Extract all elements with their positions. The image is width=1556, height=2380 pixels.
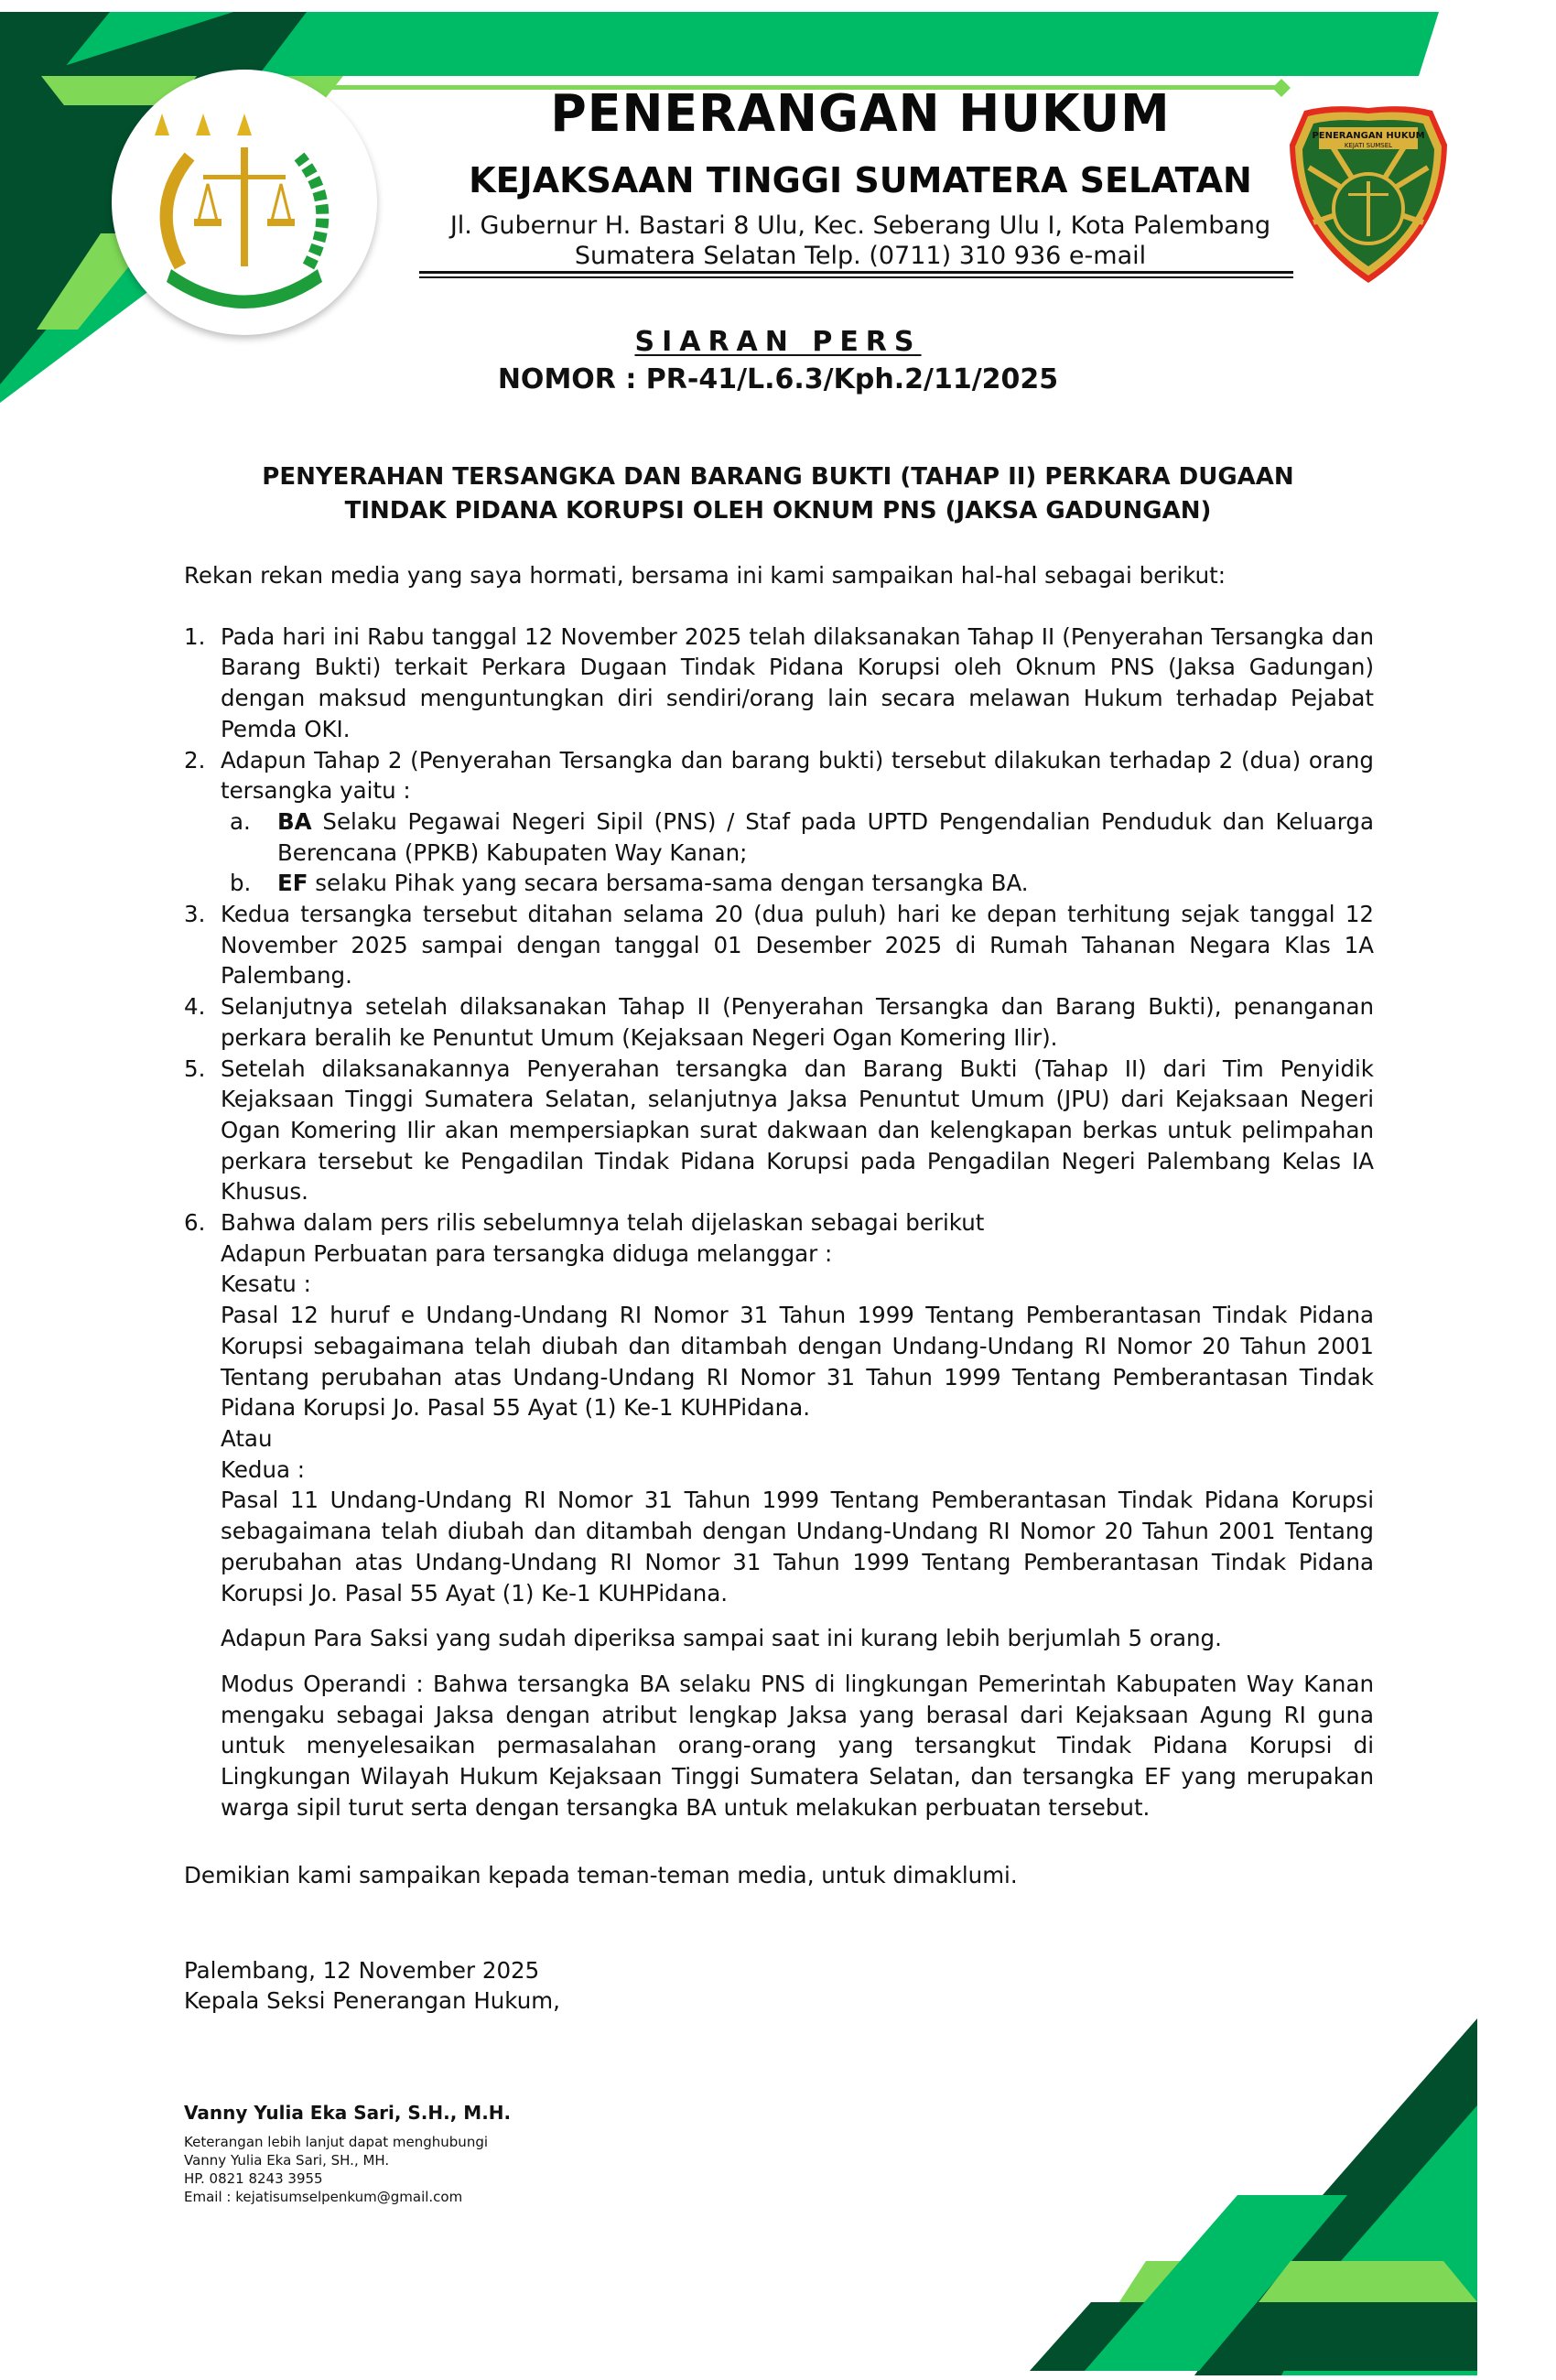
header-rule	[419, 271, 1293, 274]
perbuatan-text: Adapun Perbuatan para tersangka diduga melanggar :	[221, 1239, 833, 1267]
modus-operandi-text: Modus Operandi : Bahwa tersangka BA selaku PNS di lingkungan Pemerintah Kabupaten Way Kanan mengaku sebagai Jaksa dengan atribut lengkap Jaksa yang berasal dari Kejaksaan Agung RI guna untuk menyelesaikan permasalahan orang-orang yang tersangkut Tindak Pidana Korupsi di Lingkungan Wilayah Hukum Kejaksaan Tinggi Sumatera Selatan, dan tersangka EF yang merupakan warga sipil turut serta dengan tersangka BA untuk melakukan perbuatan tersebut.	[221, 1670, 1374, 1821]
footer-decoration	[1007, 1968, 1556, 2380]
suspect-item: a. BA Selaku Pegawai Negeri Sipil (PNS) / Staf pada UPTD Pengendalian Penduduk dan Keluarga Berencana (PPKB) Kabupaten Way Kanan;	[230, 807, 1374, 866]
address-line-2: Sumatera Selatan Telp. (0711) 310 936 e-mail	[574, 242, 1147, 270]
address-line-1: Jl. Gubernur H. Bastari 8 Ulu, Kec. Seberang Ulu I, Kota Palembang	[449, 211, 1271, 240]
list-item: 2. Adapun Tahap 2 (Penyerahan Tersangka dan barang bukti) tersebut dilakukan terhadap 2 (dua) orang tersangka yaitu : a. BA Selaku Pegawai Negeri Sipil (PNS) / Staf pada UPTD Pengendalian Penduduk dan Keluarga Berencana (PPKB) Kabupaten Way Kanan; b. EF selaku Pihak yang secara bersama-sama dengan tersangka BA.	[184, 745, 1374, 900]
contact-info: Keterangan lebih lanjut dapat menghubungi Vanny Yulia Eka Sari, SH., MH. HP. 0821 8243 3955 Email : kejatisumselpenkum@gmail.com	[184, 2134, 489, 2205]
signer-position: Kepala Seksi Penerangan Hukum,	[184, 1987, 560, 2014]
email-address: Email : kejatisumselpenkum@gmail.com	[184, 2189, 463, 2205]
list-item: 3. Kedua tersangka tersebut ditahan selama 20 (dua puluh) hari ke depan terhitung sejak tanggal 12 November 2025 sampai dengan tanggal 01 Desember 2025 di Rumah Tahanan Negara Klas 1A Palembang.	[184, 901, 1374, 990]
siaran-pers-heading: SIARAN PERS	[634, 326, 922, 358]
suspect-item: b. EF selaku Pihak yang secara bersama-sama dengan tersangka BA.	[230, 870, 1029, 897]
left-logo	[112, 70, 377, 335]
place-date: Palembang, 12 November 2025	[184, 1957, 540, 1984]
intro-paragraph: Rekan rekan media yang saya hormati, bersama ini kami sampaikan hal-hal sebagai berikut:	[184, 562, 1226, 589]
document-number: NOMOR : PR-41/L.6.3/Kph.2/11/2025	[497, 363, 1059, 395]
list-item: 6. Bahwa dalam pers rilis sebelumnya telah dijelaskan sebagai berikut Adapun Perbuatan para tersangka diduga melanggar : Kesatu : Pasal 12 huruf e Undang-Undang RI Nomor 31 Tahun 1999 Tentang Pemberantasan Tindak Pidana Korupsi sebagaimana telah diubah dan ditambah dengan Undang-Undang RI Nomor 20 Tahun 2001 Tentang perubahan atas Undang-Undang RI Nomor 31 Tahun 1999 Tentang Pemberantasan Tindak Pidana Korupsi Jo. Pasal 55 Ayat (1) Ke-1 KUHPidana. Atau Kedua : Pasal 11 Undang-Undang RI Nomor 31 Tahun 1999 Tentang Pemberantasan Tindak Pidana Korupsi sebagaimana telah diubah dan ditambah dengan Undang-Undang RI Nomor 20 Tahun 2001 Tentang perubahan atas Undang-Undang RI Nomor 31 Tahun 1999 Tentang Pemberantasan Tindak Pidana Korupsi Jo. Pasal 55 Ayat (1) Ke-1 KUHPidana. Adapun Para Saksi yang sudah diperiksa sampai saat ini kurang lebih berjumlah 5 orang. Modus Operandi : Bahwa tersangka BA selaku PNS di lingkungan Pemerintah Kabupaten Way Kanan mengaku sebagai Jaksa dengan atribut lengkap Jaksa yang berasal dari Kejaksaan Agung RI guna untuk menyelesaikan permasalahan orang-orang yang tersangkut Tindak Pidana Korupsi di Lingkungan Wilayah Hukum Kejaksaan Tinggi Sumatera Selatan, dan tersangka EF yang merupakan warga sipil turut serta dengan tersangka BA untuk melakukan perbuatan tersebut.	[184, 1207, 1374, 1823]
org-subtitle: KEJAKSAAN TINGGI SUMATERA SELATAN	[469, 160, 1252, 200]
org-address	[403, 211, 1318, 271]
svg-text:PENERANGAN HUKUM: PENERANGAN HUKUM	[1312, 131, 1425, 141]
signer-name: Vanny Yulia Eka Sari, S.H., M.H.	[184, 2102, 512, 2124]
list-item: 1. Pada hari ini Rabu tanggal 12 November 2025 telah dilaksanakan Tahap II (Penyerahan Tersangka dan Barang Bukti) terkait Perkara Dugaan Tindak Pidana Korupsi oleh Oknum PNS (Jaksa Gadungan) dengan maksud menguntungkan diri sendiri/orang lain secara melawan Hukum terhadap Pejabat Pemda OKI.	[184, 622, 1374, 742]
place-date-block	[184, 1955, 560, 2016]
org-title: PENERANGAN HUKUM	[550, 84, 1171, 144]
document-title: PENYERAHAN TERSANGKA DAN BARANG BUKTI (TAHAP II) PERKARA DUGAAN TINDAK PIDANA KORUPSI OLEH OKNUM PNS (JAKSA GADUNGAN)	[262, 463, 1294, 525]
document-body	[184, 560, 1374, 1823]
header-rule	[419, 276, 1293, 278]
kesatu-text: Pasal 12 huruf e Undang-Undang RI Nomor 31 Tahun 1999 Tentang Pemberantasan Tindak Pidana Korupsi sebagaimana telah diubah dan ditambah dengan Undang-Undang RI Nomor 20 Tahun 2001 Tentang perubahan atas Undang-Undang RI Nomor 31 Tahun 1999 Tentang Pemberantasan Tindak Pidana Korupsi Jo. Pasal 55 Ayat (1) Ke-1 KUHPidana.	[221, 1302, 1374, 1422]
kedua-text: Pasal 11 Undang-Undang RI Nomor 31 Tahun 1999 Tentang Pemberantasan Tindak Pidana Korupsi sebagaimana telah diubah dan ditambah dengan Undang-Undang RI Nomor 20 Tahun 2001 Tentang perubahan atas Undang-Undang RI Nomor 31 Tahun 1999 Tentang Pemberantasan Tindak Pidana Korupsi Jo. Pasal 55 Ayat (1) Ke-1 KUHPidana.	[221, 1487, 1374, 1606]
svg-text:KEJATI SUMSEL: KEJATI SUMSEL	[1344, 142, 1393, 149]
kedua-label: Kedua :	[221, 1455, 306, 1483]
kesatu-label: Kesatu :	[221, 1271, 311, 1298]
list-item: 5. Setelah dilaksanakannya Penyerahan tersangka dan Barang Bukti (Tahap II) dari Tim Penyidik Kejaksaan Tinggi Sumatera Selatan, selanjutnya Jaksa Penuntut Umum (JPU) dari Kejaksaan Negeri Ogan Komering Ilir akan mempersiapkan surat dakwaan dan kelengkapan berkas untuk pelimpahan perkara tersebut ke Pengadilan Tindak Pidana Korupsi pada Pengadilan Negeri Palembang Kelas IA Khusus.	[184, 1055, 1374, 1206]
saksi-text: Adapun Para Saksi yang sudah diperiksa sampai saat ini kurang lebih berjumlah 5 orang.	[221, 1625, 1222, 1652]
atau-label: Atau	[221, 1424, 273, 1452]
list-item: 4. Selanjutnya setelah dilaksanakan Tahap II (Penyerahan Tersangka dan Barang Bukti), penanganan perkara beralih ke Penuntut Umum (Kejaksaan Negeri Ogan Komering Ilir).	[184, 993, 1374, 1051]
kejaksaan-emblem-icon	[112, 70, 377, 335]
closing-text: Demikian kami sampaikan kepada teman-teman media, untuk dimaklumi.	[184, 1862, 1018, 1888]
phone-number: HP. 0821 8243 3955	[184, 2170, 323, 2187]
